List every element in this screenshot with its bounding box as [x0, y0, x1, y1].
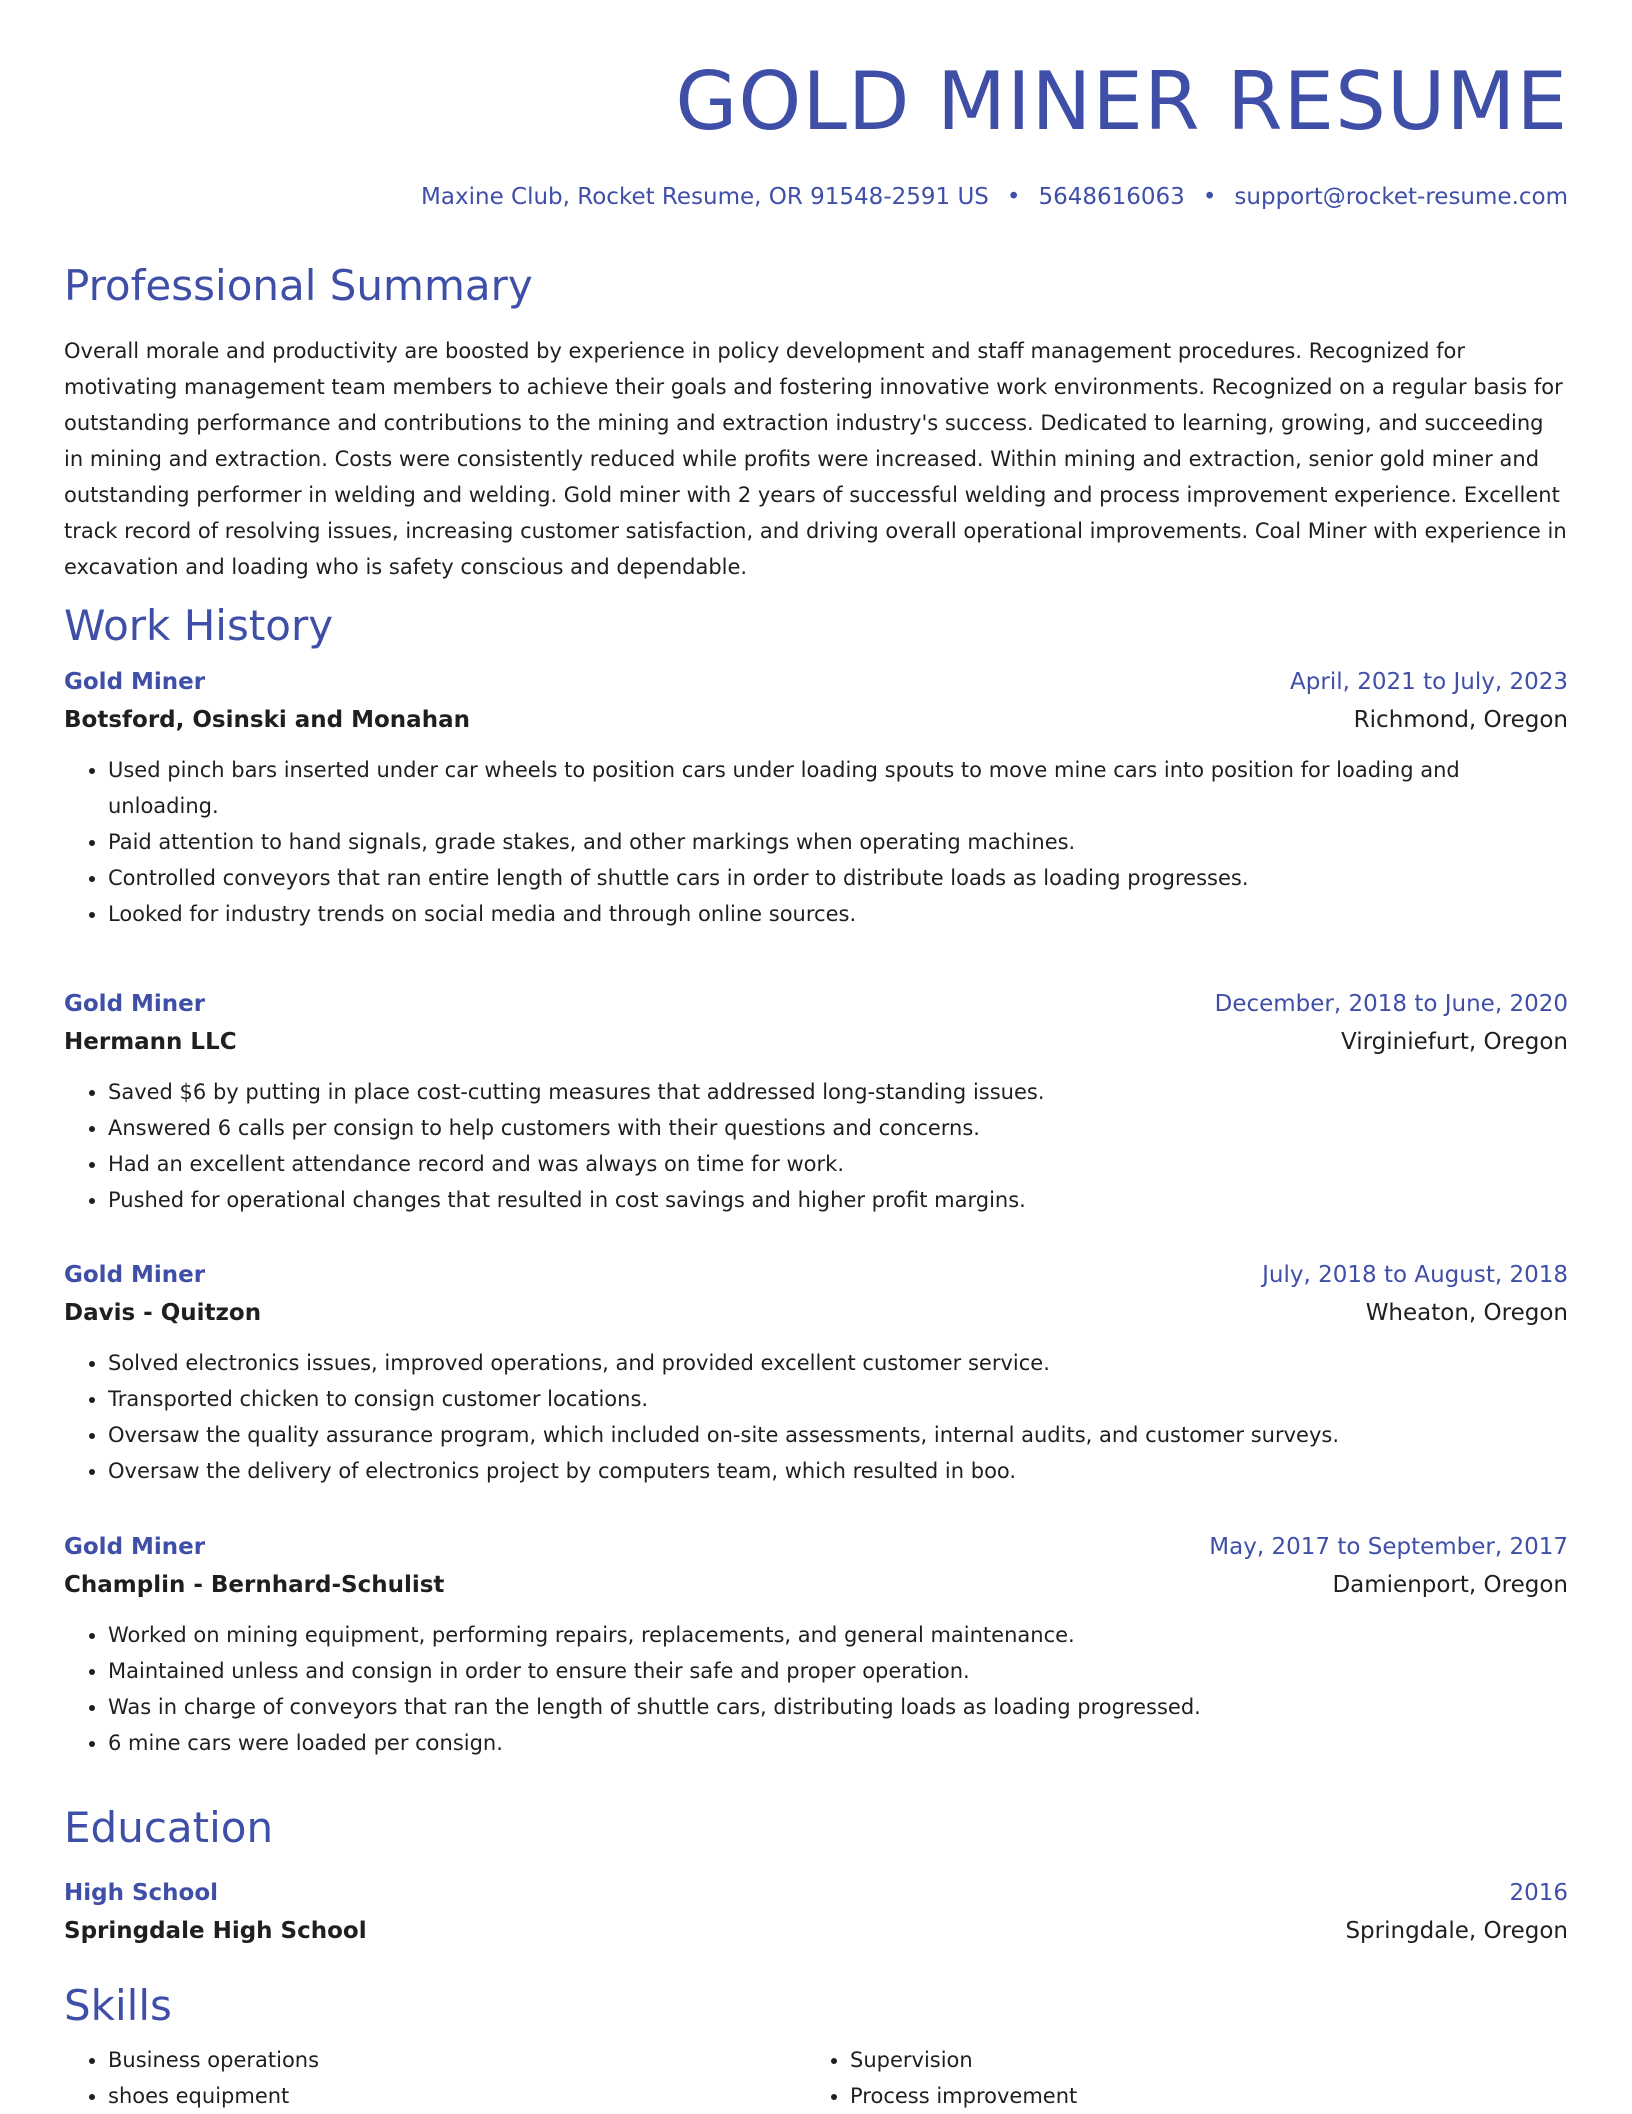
job-location: Richmond, Oregon [1353, 707, 1568, 733]
job-bullet: • Pushed for operational changes that resulted in cost savings and higher profit margins. [108, 1182, 1568, 1218]
job-entry [64, 986, 1568, 1218]
skills-column-2 [806, 2042, 1077, 2114]
education-school-row [64, 1913, 1568, 1951]
job-bullets [64, 1074, 1568, 1218]
job-title: Gold Miner [64, 1534, 206, 1560]
job-bullet: • Was in charge of conveyors that ran the length of shuttle cars, distributing loads as loading progressed. [108, 1689, 1568, 1725]
job-bullet: • Oversaw the delivery of electronics project by computers team, which resulted in boo. [108, 1453, 1568, 1489]
education-school: Springdale High School [64, 1918, 367, 1944]
job-title: Gold Miner [64, 669, 206, 695]
job-bullets [64, 752, 1568, 932]
job-dates: July, 2018 to August, 2018 [1262, 1262, 1568, 1288]
job-dates: April, 2021 to July, 2023 [1290, 669, 1568, 695]
job-bullets [64, 1345, 1568, 1489]
job-bullet: • Used pinch bars inserted under car wheels to position cars under loading spouts to move mine cars into position for loading and unloading. [108, 752, 1568, 824]
contact-separator: • [1006, 184, 1021, 210]
skill-item: • Supervision [850, 2042, 1077, 2078]
job-company: Champlin - Bernhard-Schulist [64, 1572, 445, 1598]
job-entry [64, 664, 1568, 932]
job-meta-row [64, 1529, 1568, 1567]
contact-address: Maxine Club, Rocket Resume, OR 91548-2591 US [421, 184, 989, 210]
job-company-row [64, 1024, 1568, 1062]
job-bullet: • Oversaw the quality assurance program, which included on-site assessments, internal audits, and customer surveys. [108, 1417, 1568, 1453]
education-location: Springdale, Oregon [1345, 1918, 1568, 1944]
job-company: Hermann LLC [64, 1029, 237, 1055]
job-company-row [64, 1567, 1568, 1605]
job-bullet: • Looked for industry trends on social media and through online sources. [108, 896, 1568, 932]
job-entry [64, 1529, 1568, 1761]
job-location: Damienport, Oregon [1332, 1572, 1568, 1598]
job-bullet: • Worked on mining equipment, performing repairs, replacements, and general maintenance. [108, 1617, 1568, 1653]
job-meta-row [64, 664, 1568, 702]
job-company-row [64, 1295, 1568, 1333]
job-bullet: • Solved electronics issues, improved operations, and provided excellent customer service. [108, 1345, 1568, 1381]
job-bullet: • Transported chicken to consign customer locations. [108, 1381, 1568, 1417]
contact-separator: • [1202, 184, 1217, 210]
contact-email[interactable]: support@rocket-resume.com [1234, 184, 1568, 210]
job-company-row [64, 702, 1568, 740]
education-degree: High School [64, 1880, 219, 1906]
skills-column-1 [64, 2042, 319, 2114]
skill-item: • shoes equipment [108, 2078, 319, 2114]
job-bullet: • Paid attention to hand signals, grade stakes, and other markings when operating machines. [108, 824, 1568, 860]
job-company: Davis - Quitzon [64, 1300, 262, 1326]
section-heading-skills: Skills [64, 1981, 172, 2030]
summary-text: Overall morale and productivity are boosted by experience in policy development and staff management procedures. Recognized for motivating management team members to achieve their goals and fostering innovative work environments. Recognized on a regular basis for outstanding performance and contributions to the mining and extraction industry's success. Dedicated to learning, growing, and succeeding in mining and extraction. Costs were consistently reduced while profits were increased. Within mining and extraction, senior gold miner and outstanding performer in welding and welding. Gold miner with 2 years of successful welding and process improvement experience. Excellent track record of resolving issues, increasing customer satisfaction, and driving overall operational improvements. Coal Miner with experience in excavation and loading who is safety conscious and dependable. [64, 339, 1567, 579]
job-company: Botsford, Osinski and Monahan [64, 707, 470, 733]
resume-title: GOLD MINER RESUME [675, 55, 1568, 148]
job-meta-row [64, 1257, 1568, 1295]
contact-phone: 5648616063 [1038, 184, 1185, 210]
education-meta-row [64, 1875, 1568, 1913]
job-bullet: • Answered 6 calls per consign to help customers with their questions and concerns. [108, 1110, 1568, 1146]
job-meta-row [64, 986, 1568, 1024]
job-entry [64, 1257, 1568, 1489]
section-heading-work-history: Work History [64, 601, 334, 650]
job-bullet: • Had an excellent attendance record and was always on time for work. [108, 1146, 1568, 1182]
job-location: Virginiefurt, Oregon [1340, 1029, 1568, 1055]
job-title: Gold Miner [64, 991, 206, 1017]
contact-line [421, 180, 1568, 214]
job-bullet: • Maintained unless and consign in order to ensure their safe and proper operation. [108, 1653, 1568, 1689]
section-heading-education: Education [64, 1803, 274, 1852]
section-heading-summary: Professional Summary [64, 261, 533, 310]
skill-item: • Business operations [108, 2042, 319, 2078]
job-dates: December, 2018 to June, 2020 [1214, 991, 1568, 1017]
job-bullet: • Controlled conveyors that ran entire length of shuttle cars in order to distribute loads as loading progresses. [108, 860, 1568, 896]
job-bullet: • 6 mine cars were loaded per consign. [108, 1725, 1568, 1761]
job-location: Wheaton, Oregon [1365, 1300, 1568, 1326]
job-title: Gold Miner [64, 1262, 206, 1288]
education-year: 2016 [1509, 1880, 1568, 1906]
job-dates: May, 2017 to September, 2017 [1209, 1534, 1568, 1560]
job-bullets [64, 1617, 1568, 1761]
education-entry [64, 1875, 1568, 1951]
skill-item: • Process improvement [850, 2078, 1077, 2114]
job-bullet: • Saved $6 by putting in place cost-cutting measures that addressed long-standing issues. [108, 1074, 1568, 1110]
